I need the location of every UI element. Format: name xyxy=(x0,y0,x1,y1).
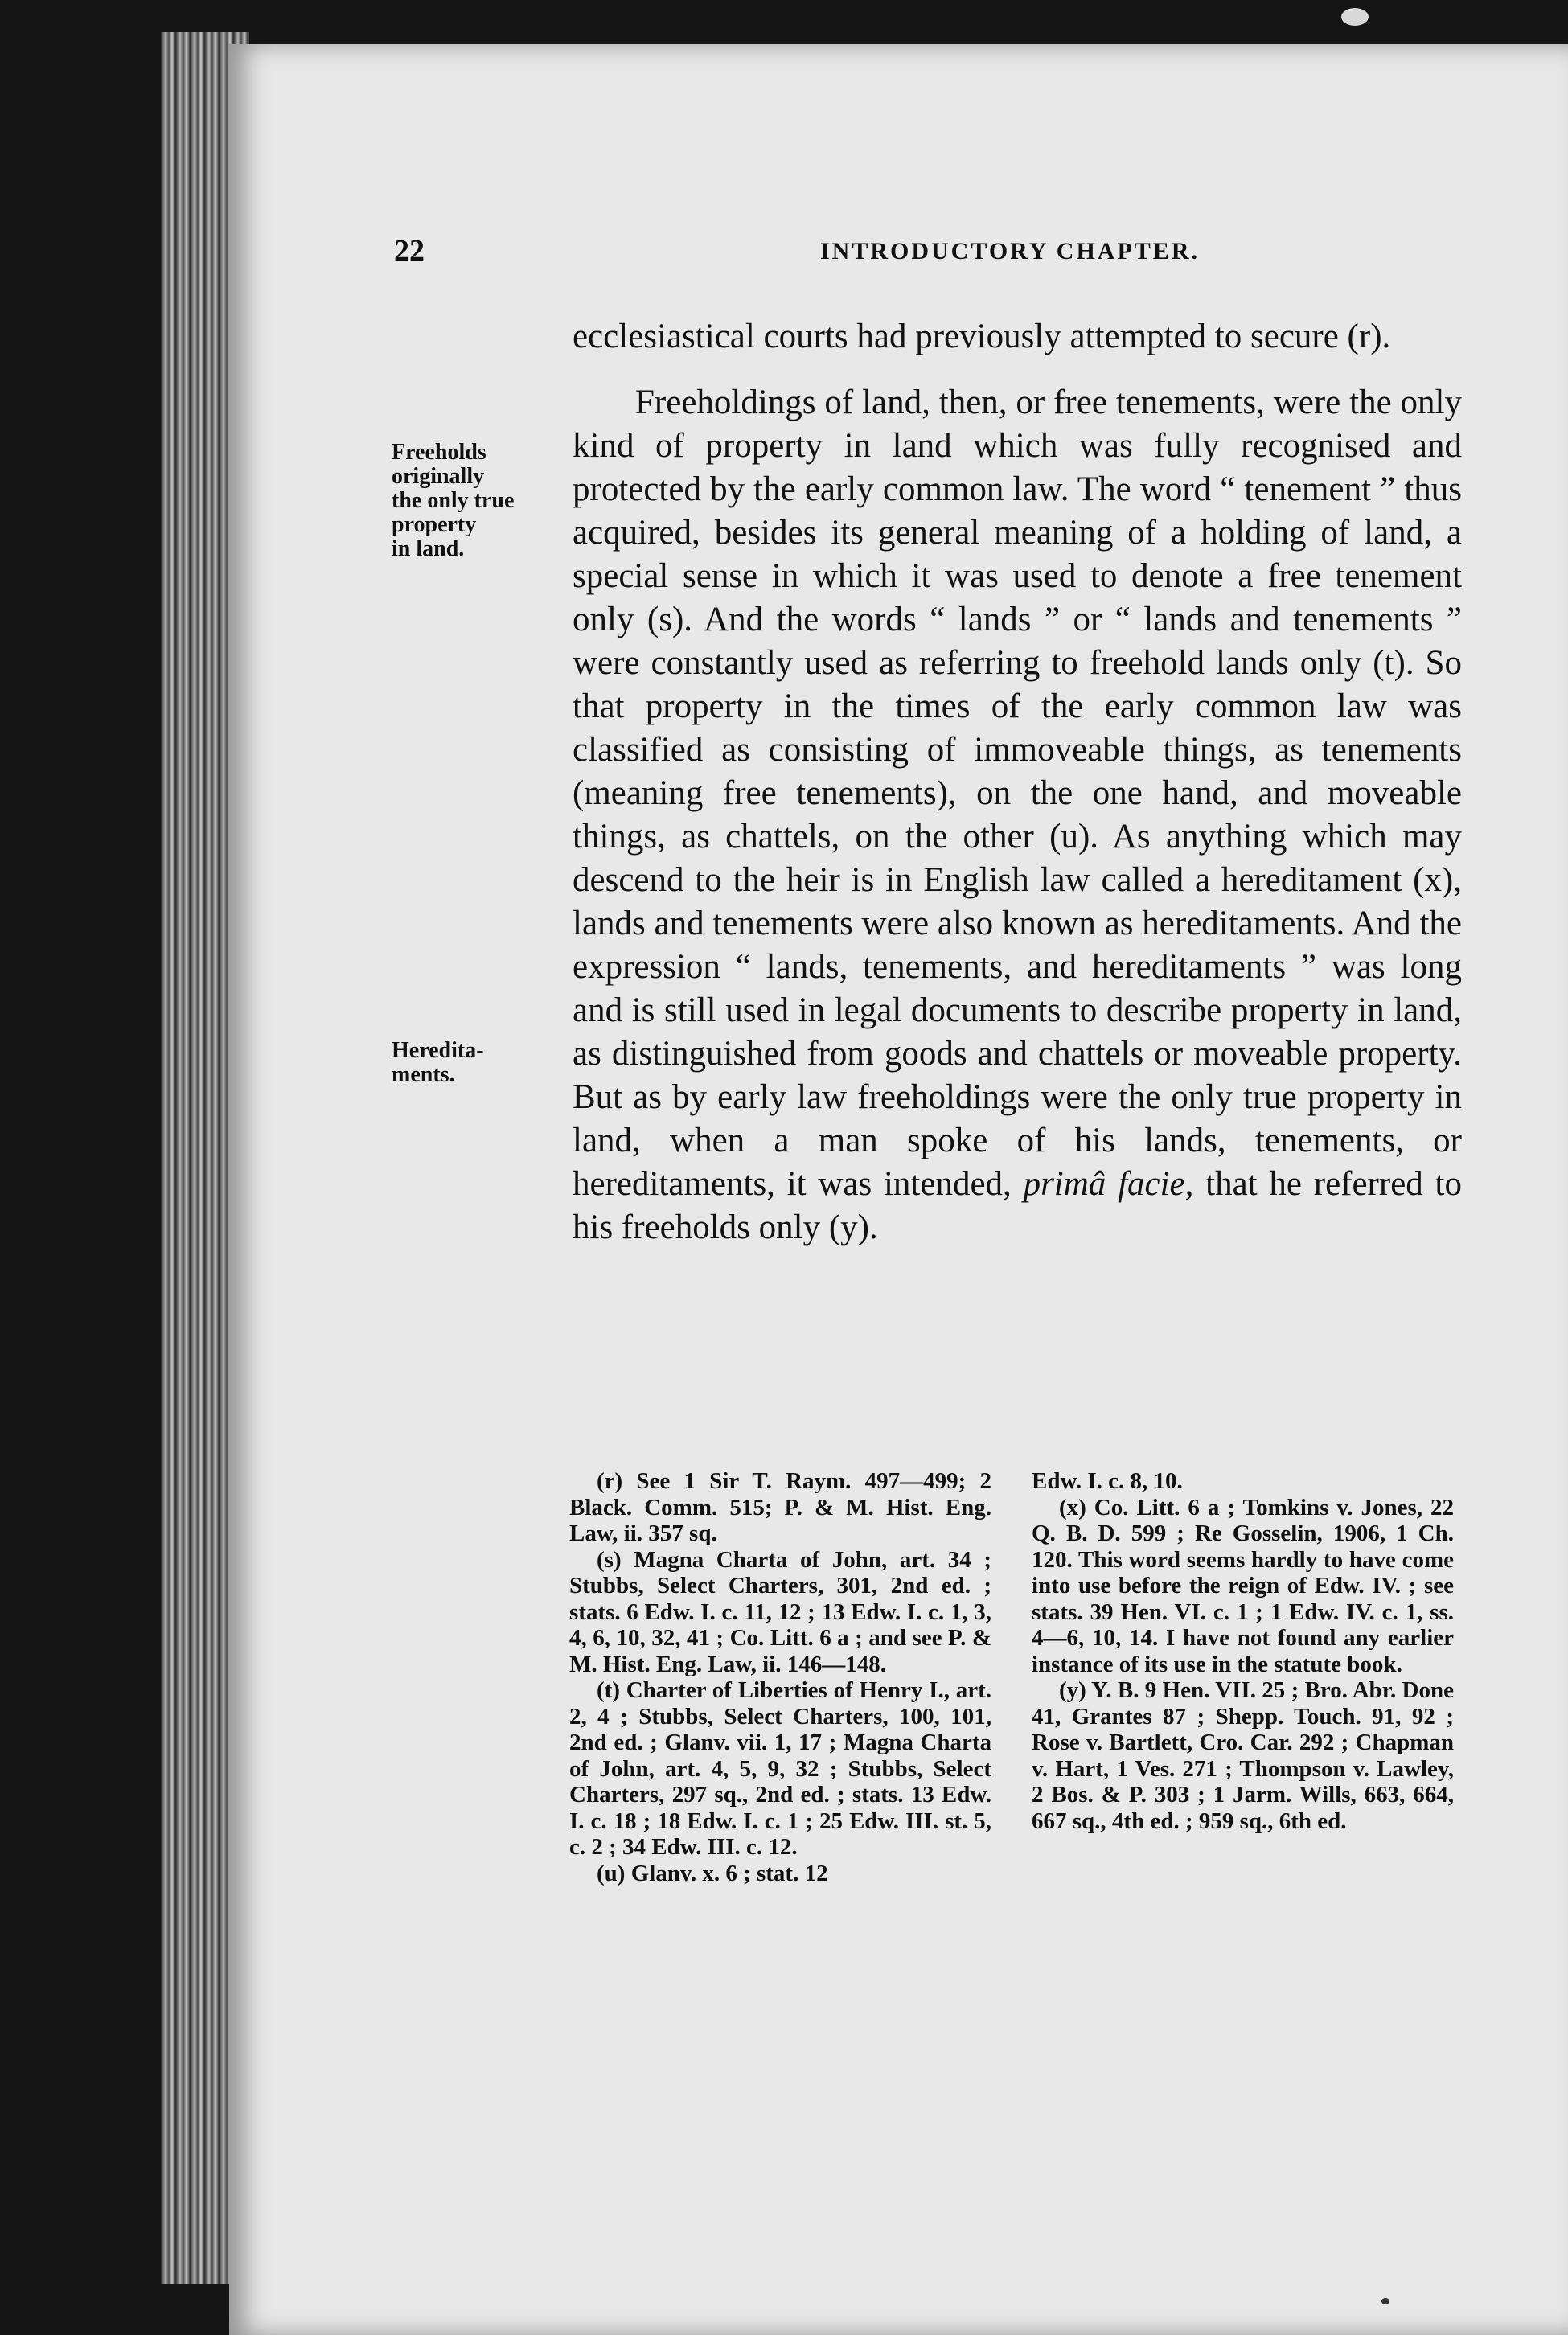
sidenote-line: ments. xyxy=(392,1062,455,1087)
paragraph-text-end: that he referred to his freeholds only (y). xyxy=(573,1165,1462,1246)
footnote-y: (y) Y. B. 9 Hen. VII. 25 ; Bro. Abr. Done 41, Grantes 87 ; Shepp. Touch. 91, 92 ; Rose v. Bartlett, Cro. Car. 292 ; Chapman v. Hart, 1 Ves. 271 ; Thompson v. Lawley, 2 Bos. & P. 303 ; 1 Jarm. Wills, 663, 664, 667 sq., 4th ed. ; 959 sq., 6th ed. xyxy=(1032,1677,1454,1834)
paragraph-continued: ecclesiastical courts had previously attempted to secure (r). xyxy=(573,318,1391,355)
sidenote-line: property xyxy=(392,512,477,537)
sidenote-freeholds xyxy=(392,441,560,561)
footnote-u: (u) Glanv. x. 6 ; stat. 12 xyxy=(597,1860,828,1886)
footnote-t: (t) Charter of Liberties of Henry I., art. 2, 4 ; Stubbs, Select Charters, 100, 101, 2nd ed. ; Glanv. vii. 1, 17 ; Magna Charta of John, art. 4, 5, 9, 32 ; Stubbs, Select Charters, 297 sq., 2nd ed. ; stats. 13 Edw. I. c. 18 ; 18 Edw. I. c. 1 ; 25 Edw. III. st. 5, c. 2 ; 34 Edw. III. c. 12. xyxy=(569,1677,991,1860)
page-number: 22 xyxy=(394,234,425,268)
paragraph-freeholdings xyxy=(573,381,1462,1250)
paragraph-text: Freeholdings of land, then, or free tenements, were the only kind of property in land which was fully recognised and protected by the early common law. The word “ tenement ” thus acquired, besides its general meaning of a holding of land, a special sense in which it was used to denote a free tenement only (s). And the words “ lands ” or “ lands and tenements ” were constantly used as referring to freehold lands only (t). So that property in the times of the early common law was classified as consisting of immoveable things, as tenements (meaning free tenements), on the one hand, and moveable things, as chattels, on the other (u). As anything which may descend to the heir is in English law called a hereditament (x), lands and tenements were also known as hereditaments. And the expression “ lands, tenements, and hereditaments ” was long and is still used in legal documents to describe property in land, as distinguished from goods and chattels or moveable property. But as by early law freeholdings were the only true property in land, when a man spoke of his lands, tenements, or hereditaments, it was intended, xyxy=(573,384,1462,1203)
footnote-u-continued: Edw. I. c. 8, 10. xyxy=(1032,1468,1183,1494)
main-text xyxy=(573,315,1462,1250)
footnote-column-right xyxy=(1032,1468,1454,1834)
sidenote-line: the only true xyxy=(392,488,515,513)
footnote-r: (r) See 1 Sir T. Raym. 497—499; 2 Black. Comm. 515; P. & M. Hist. Eng. Law, ii. 357 sq. xyxy=(569,1468,991,1546)
italic-phrase: primâ facie, xyxy=(1023,1165,1194,1203)
running-head: INTRODUCTORY CHAPTER. xyxy=(820,238,1200,265)
footnote-x: (x) Co. Litt. 6 a ; Tomkins v. Jones, 22 Q. B. D. 599 ; Re Gosselin, 1906, 1 Ch. 120. This word seems hardly to have come into use before the reign of Edw. IV. ; see stats. 39 Hen. VI. c. 1 ; 1 Edw. IV. c. 1, ss. 4—6, 10, 14. I have not found any earlier instance of its use in the statute book. xyxy=(1032,1494,1454,1677)
footnotes xyxy=(569,1468,1463,2031)
sidenote-line: in land. xyxy=(392,536,465,561)
footnote-column-left xyxy=(569,1468,991,1886)
scan-speck xyxy=(1381,2298,1389,2304)
page-header xyxy=(394,233,1463,281)
sidenote-hereditaments xyxy=(392,1039,560,1087)
sidenote-line: originally xyxy=(392,464,485,489)
sidenote-line: Freeholds xyxy=(392,440,486,465)
sidenote-line: Heredita- xyxy=(392,1038,484,1063)
footnote-s: (s) Magna Charta of John, art. 34 ; Stubbs, Select Charters, 301, 2nd ed. ; stats. 6 Edw. I. c. 11, 12 ; 13 Edw. I. c. 1, 3, 4, 6, 10, 32, 41 ; Co. Litt. 6 a ; and see P. & M. Hist. Eng. Law, ii. 146—148. xyxy=(569,1546,991,1677)
scan-speck xyxy=(1341,8,1369,26)
